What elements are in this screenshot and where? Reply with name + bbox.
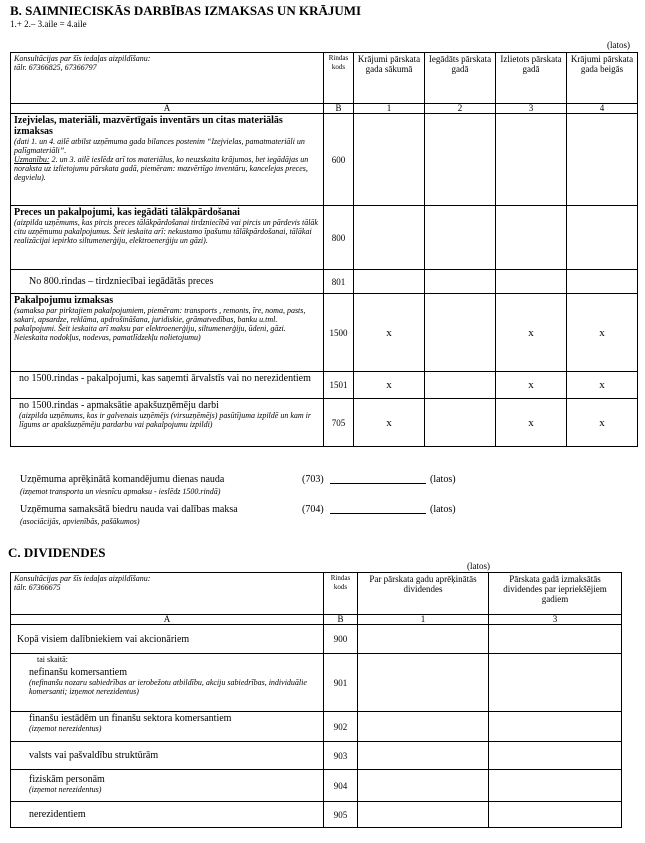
- row-705-x4: x: [567, 399, 638, 447]
- letters-row: [11, 104, 638, 114]
- header-col2: Iegādāts pārskata gadā: [425, 53, 496, 104]
- row-705-c2[interactable]: [425, 399, 496, 447]
- row-600-c3[interactable]: [496, 114, 567, 206]
- extra-703-label: Uzņēmuma aprēķinātā komandējumu dienas nauda: [20, 474, 225, 485]
- row-1500-code: 1500: [324, 294, 354, 372]
- c-header-col3: Pārskata gadā izmaksātās dividendes par iepriekšējiem gadiem: [489, 573, 622, 615]
- table-header-row: [11, 53, 638, 104]
- section-c-unit: (latos): [467, 561, 490, 571]
- row-1500-x1: x: [354, 294, 425, 372]
- row-902-note: (izņemot nerezidentus): [29, 724, 102, 733]
- row-905-c1[interactable]: [358, 802, 489, 828]
- row-1501-x1: x: [354, 372, 425, 399]
- row-905-c3[interactable]: [489, 802, 622, 828]
- section-b-formula: 1.+ 2.– 3.aile = 4.aile: [10, 19, 87, 29]
- row-904-note: (izņemot nerezidentus): [29, 785, 102, 794]
- row-800-c3[interactable]: [496, 206, 567, 270]
- table-row: [11, 114, 638, 206]
- row-801-code: 801: [324, 270, 354, 294]
- table-row: [11, 372, 638, 399]
- header-code: Rindas kods: [324, 53, 354, 104]
- row-903-code: 903: [324, 742, 358, 770]
- row-600-title: Izejvielas, materiāli, mazvērtīgais inventārs un citas materiālās izmaksas: [14, 115, 283, 137]
- row-900-c3[interactable]: [489, 625, 622, 654]
- table-row: [11, 294, 638, 372]
- row-600-c2[interactable]: [425, 114, 496, 206]
- row-1501-code: 1501: [324, 372, 354, 399]
- row-600-label: [11, 114, 324, 206]
- letter-b: B: [324, 104, 354, 114]
- row-902-c3[interactable]: [489, 712, 622, 742]
- row-1501-x3: x: [496, 372, 567, 399]
- table-row: [11, 770, 622, 802]
- extra-703-code: (703): [302, 474, 324, 485]
- row-800-c4[interactable]: [567, 206, 638, 270]
- table-header-row: [11, 573, 622, 615]
- section-b-table: [10, 52, 638, 447]
- row-1501-title: no 1500.rindas - pakalpojumi, kas saņemti ārvalstīs vai no nerezidentiem: [11, 372, 324, 399]
- row-801-c2[interactable]: [425, 270, 496, 294]
- row-1500-x4: x: [567, 294, 638, 372]
- table-row: [11, 206, 638, 270]
- row-800-note: (aizpilda uzņēmums, kas pircis preces tālākpārdošanai tirdzniecībā vai pircis un pārdevis tālāk citu uzņēmumu pakalpojumus. Šeit ieskaita arī: nekustamo īpašumu tālākpārdošanai, tālākai realizācijai iepirkto siltumenerģiju, elektroenerģiju un gāzi).: [14, 218, 318, 245]
- row-600-code: 600: [324, 114, 354, 206]
- c-consult-phone: tālr. 67366675: [14, 583, 61, 592]
- row-1500-title: Pakalpojumu izmaksas: [14, 295, 114, 306]
- row-705-title: no 1500.rindas - apmaksātie apakšuzņēmēju darbi: [19, 400, 219, 411]
- header-col3: Izlietots pārskata gadā: [496, 53, 567, 104]
- row-801-title: No 800.rindas – tirdzniecībai iegādātās preces: [11, 270, 324, 294]
- row-904-code: 904: [324, 770, 358, 802]
- row-905-title: nerezidentiem: [11, 802, 324, 828]
- letter-2: 2: [425, 104, 496, 114]
- row-705-note: (aizpilda uzņēmums, kas ir galvenais uzņēmējs (virsuzņēmējs) pasūtījuma izpildē un kam ir līgums ar apakšuzņēmēju pardarbu vai pakalpojumu izpildi): [19, 411, 311, 429]
- row-801-c3[interactable]: [496, 270, 567, 294]
- consult-cell: [11, 53, 324, 104]
- row-901-code: 901: [324, 654, 358, 712]
- row-901-pre: tai skaitā:: [37, 655, 68, 664]
- row-600-note2: 2. un 3. ailē ieslēdz arī tos materiālus, ko neuzskaita krājumos, bet iegādājas un noraksta uz izlietojumu pārskata gadā, piemēram: mazvērtīgo inventāru, kancelejas preces, degvielu).: [14, 155, 309, 182]
- row-903-c1[interactable]: [358, 742, 489, 770]
- extra-704-code: (704): [302, 504, 324, 515]
- letter-a: A: [11, 104, 324, 114]
- c-letter-a: A: [11, 615, 324, 625]
- consult-phone: tālr. 67366825, 67366797: [14, 63, 97, 72]
- row-900-c1[interactable]: [358, 625, 489, 654]
- row-705-x3: x: [496, 399, 567, 447]
- row-901-c1[interactable]: [358, 654, 489, 712]
- row-1501-x4: x: [567, 372, 638, 399]
- header-col1: Krājumi pārskata gada sākumā: [354, 53, 425, 104]
- table-row: [11, 270, 638, 294]
- section-c-title: C. DIVIDENDES: [8, 545, 106, 560]
- section-b-title: B. SAIMNIECISKĀS DARBĪBAS IZMAKSAS UN KRĀJUMI: [10, 3, 362, 18]
- letter-4: 4: [567, 104, 638, 114]
- letter-3: 3: [496, 104, 567, 114]
- table-row: [11, 742, 622, 770]
- row-903-title: valsts vai pašvaldību struktūrām: [11, 742, 324, 770]
- table-row: [11, 399, 638, 447]
- row-902-c1[interactable]: [358, 712, 489, 742]
- table-row: [11, 625, 622, 654]
- extra-703-note: (izņemot transporta un viesnīcu apmaksu - ieslēdz 1500.rindā): [20, 487, 221, 496]
- header-col4: Krājumi pārskata gada beigās: [567, 53, 638, 104]
- row-900-title: Kopā visiem dalībniekiem vai akcionāriem: [11, 625, 324, 654]
- row-903-c3[interactable]: [489, 742, 622, 770]
- extra-703-unit: (latos): [430, 474, 456, 485]
- extra-704-input[interactable]: [330, 504, 426, 514]
- row-801-c1[interactable]: [354, 270, 425, 294]
- row-901-c3[interactable]: [489, 654, 622, 712]
- table-row: [11, 802, 622, 828]
- c-letter-3: 3: [489, 615, 622, 625]
- table-row: [11, 712, 622, 742]
- row-1500-note: (samaksa par pirktajiem pakalpojumiem, piemēram: transports , remonts, īre, noma, pasts, sakari, apsardze, reklāma, apdrošināšana, juridiskie, grāmatvedības, banku u.tml. pakalpojumi. Šeit ieskaita arī maksu par elektroenerģiju, siltumenerģiju, ūdeni, gāzi. Neieskaita nodokļus, nodevas, pamatlīdzekļu nolietojumu): [14, 306, 306, 342]
- row-600-c1[interactable]: [354, 114, 425, 206]
- section-c-table: [10, 572, 622, 828]
- row-1500-c2[interactable]: [425, 294, 496, 372]
- section-b-unit: (latos): [607, 40, 630, 50]
- row-600-note1: (dati 1. un 4. ailē atbilst uzņēmuma gada bilances postenim “Izejvielas, pamatmateriāli un palīgmateriāli”.: [14, 137, 305, 155]
- c-letter-b: B: [324, 615, 358, 625]
- row-901-title: nefinanšu komersantiem: [29, 667, 128, 678]
- row-600-c4[interactable]: [567, 114, 638, 206]
- row-900-code: 900: [324, 625, 358, 654]
- row-801-c4[interactable]: [567, 270, 638, 294]
- row-1500-x3: x: [496, 294, 567, 372]
- row-904-title: fiziskām personām: [29, 774, 105, 785]
- row-800-title: Preces un pakalpojumi, kas iegādāti tālākpārdošanai: [14, 207, 240, 218]
- c-header-code: Rindas kods: [324, 573, 358, 615]
- row-904-c3[interactable]: [489, 770, 622, 802]
- extra-703-input[interactable]: [330, 474, 426, 484]
- letters-row: [11, 615, 622, 625]
- row-904-c1[interactable]: [358, 770, 489, 802]
- row-902-code: 902: [324, 712, 358, 742]
- letter-1: 1: [354, 104, 425, 114]
- row-800-code: 800: [324, 206, 354, 270]
- row-901-note: (nefinanšu nozaru sabiedrības ar ierobežotu atbildību, akciju sabiedrības, individuālie komersanti; izņemot nerezidentus): [29, 678, 307, 696]
- row-800-c2[interactable]: [425, 206, 496, 270]
- c-consult-label: Konsultācijas par šīs iedaļas aizpildīšanu:: [14, 574, 151, 583]
- extra-704-unit: (latos): [430, 504, 456, 515]
- row-800-c1[interactable]: [354, 206, 425, 270]
- extra-704-note: (asociācijās, apvienībās, pašākumos): [20, 517, 140, 526]
- table-row: [11, 654, 622, 712]
- consult-label: Konsultācijas par šīs iedaļas aizpildīšanu:: [14, 54, 151, 63]
- row-705-code: 705: [324, 399, 354, 447]
- row-600-note-label: Uzmanību:: [14, 155, 50, 164]
- row-705-x1: x: [354, 399, 425, 447]
- extra-704-label: Uzņēmuma samaksātā biedru nauda vai dalības maksa: [20, 504, 238, 515]
- c-letter-1: 1: [358, 615, 489, 625]
- row-902-title: finanšu iestādēm un finanšu sektora komersantiem: [29, 713, 232, 724]
- row-1501-c2[interactable]: [425, 372, 496, 399]
- c-header-col1: Par pārskata gadu aprēķinātās dividendes: [358, 573, 489, 615]
- row-905-code: 905: [324, 802, 358, 828]
